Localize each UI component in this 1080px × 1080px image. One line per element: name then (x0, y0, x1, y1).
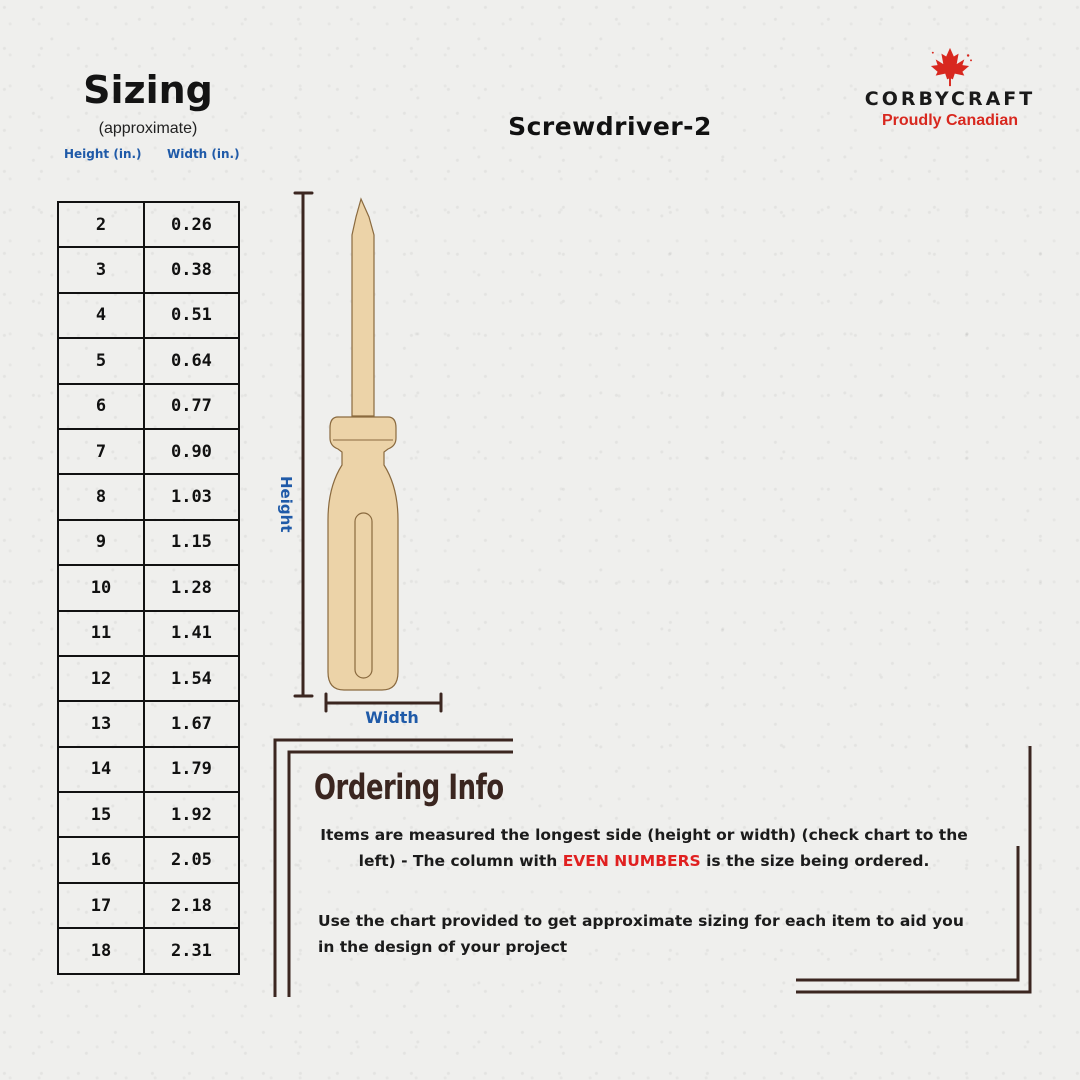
width-cell: 1.15 (144, 520, 239, 565)
brand-name: CORBYCRAFT (864, 88, 1036, 110)
ordering-info-paragraph-1 (318, 822, 970, 874)
width-cell: 0.77 (144, 384, 239, 429)
height-cell: 4 (58, 293, 144, 338)
width-cell: 0.64 (144, 338, 239, 383)
ordering-info-paragraph-2: Use the chart provided to get approximate sizing for each item to aid you in the design of your project (318, 912, 964, 956)
height-cell: 17 (58, 883, 144, 928)
brand-tagline: Proudly Canadian (881, 112, 1019, 129)
even-numbers-highlight: EVEN NUMBERS (562, 852, 701, 870)
width-cell: 1.67 (144, 701, 239, 746)
height-cell: 6 (58, 384, 144, 429)
sizing-subtitle: (approximate) (98, 120, 198, 137)
height-cell: 9 (58, 520, 144, 565)
width-column-header: Width (in.) (167, 147, 240, 161)
height-cell: 5 (58, 338, 144, 383)
width-cell: 1.03 (144, 474, 239, 519)
height-dimension-line (295, 193, 312, 696)
height-column-header: Height (in.) (64, 147, 142, 161)
width-cell: 1.79 (144, 747, 239, 792)
width-cell: 2.31 (144, 928, 239, 973)
height-cell: 8 (58, 474, 144, 519)
width-cell: 2.18 (144, 883, 239, 928)
ordering-text-part: is the size being ordered. (700, 852, 930, 870)
ordering-text-part: Items are measured the longest side (height or width) (check chart to the left) - The column with (320, 826, 968, 870)
height-cell: 12 (58, 656, 144, 701)
height-cell: 2 (58, 202, 144, 247)
product-title: Screwdriver-2 (508, 112, 712, 141)
screwdriver-icon (328, 199, 398, 690)
height-cell: 10 (58, 565, 144, 610)
height-cell: 16 (58, 837, 144, 882)
height-cell: 11 (58, 611, 144, 656)
width-cell: 1.28 (144, 565, 239, 610)
width-cell: 0.38 (144, 247, 239, 292)
height-cell: 18 (58, 928, 144, 973)
width-cell: 0.90 (144, 429, 239, 474)
width-cell: 1.54 (144, 656, 239, 701)
width-cell: 2.05 (144, 837, 239, 882)
height-cell: 3 (58, 247, 144, 292)
height-label: Height (277, 476, 295, 533)
width-cell: 0.51 (144, 293, 239, 338)
width-cell: 0.26 (144, 202, 239, 247)
width-label: Width (365, 708, 419, 727)
height-cell: 7 (58, 429, 144, 474)
height-cell: 14 (58, 747, 144, 792)
ordering-info-title: Ordering Info (314, 768, 504, 808)
width-cell: 1.41 (144, 611, 239, 656)
height-cell: 13 (58, 701, 144, 746)
sizing-title: Sizing (83, 68, 213, 112)
height-cell: 15 (58, 792, 144, 837)
width-cell: 1.92 (144, 792, 239, 837)
